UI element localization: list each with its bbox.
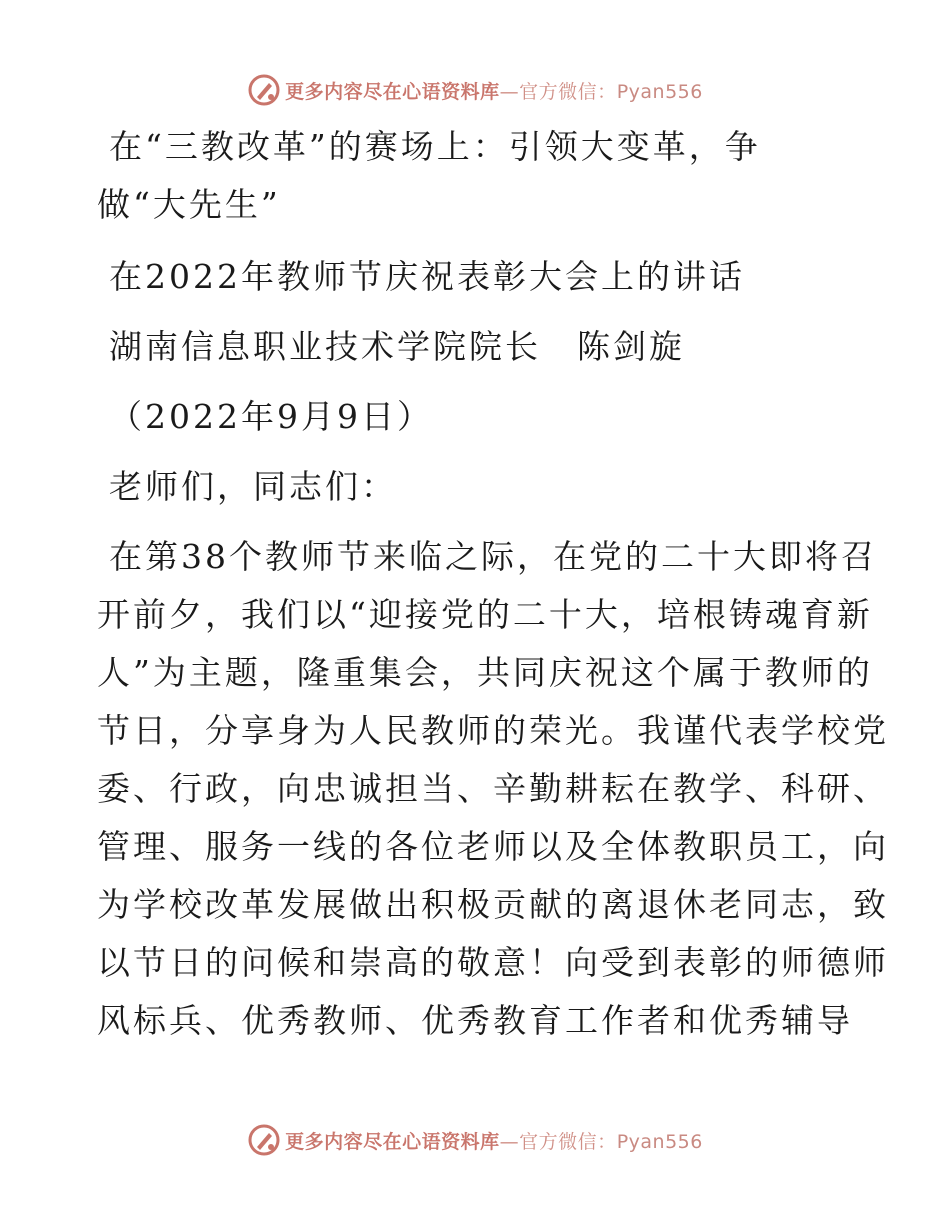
pen-seal-logo-icon [247,73,281,107]
document-date: （2022年9月9日） [109,397,433,436]
watermark-separator: — [499,1130,520,1153]
paragraph-line: 以节日的问候和崇高的敬意！向受到表彰的师德师 [97,943,889,982]
paragraph-line: 节日，分享身为人民教师的荣光。我谨代表学校党 [97,711,889,750]
watermark-site-text: 更多内容尽在心语资料库 [285,80,500,103]
paragraph-line: 在第38个教师节来临之际，在党的二十大即将召 [109,537,877,576]
watermark-text [285,77,703,104]
watermark-banner-top [0,70,950,110]
document-paragraph [97,528,889,1050]
document-body [97,118,889,1050]
document-title-line-2: 做“大先生” [97,185,281,224]
document-subtitle: 在2022年教师节庆祝表彰大会上的讲话 [109,257,745,296]
watermark-wechat-id: Pyan556 [616,1130,703,1153]
document-speaker: 湖南信息职业技术学院院长 陈剑旋 [109,327,685,366]
paragraph-line: 人”为主题，隆重集会，共同庆祝这个属于教师的 [97,653,873,692]
watermark-label: 官方微信： [519,1130,617,1153]
pen-seal-logo-icon [247,1123,281,1157]
watermark-label: 官方微信： [519,80,617,103]
paragraph-line: 为学校改革发展做出积极贡献的离退休老同志，致 [97,885,889,924]
paragraph-line: 风标兵、优秀教师、优秀教育工作者和优秀辅导 [97,1001,853,1040]
document-title-line-1: 在“三教改革”的赛场上：引领大变革，争 [109,127,761,166]
watermark-text [285,1127,703,1154]
paragraph-line: 管理、服务一线的各位老师以及全体教职员工，向 [97,827,889,866]
watermark-site-text: 更多内容尽在心语资料库 [285,1130,500,1153]
document-salutation: 老师们，同志们： [109,467,397,506]
paragraph-line: 委、行政，向忠诚担当、辛勤耕耘在教学、科研、 [97,769,889,808]
paragraph-line: 开前夕，我们以“迎接党的二十大，培根铸魂育新 [97,595,873,634]
watermark-separator: — [499,80,520,103]
watermark-banner-bottom [0,1120,950,1160]
watermark-wechat-id: Pyan556 [616,80,703,103]
